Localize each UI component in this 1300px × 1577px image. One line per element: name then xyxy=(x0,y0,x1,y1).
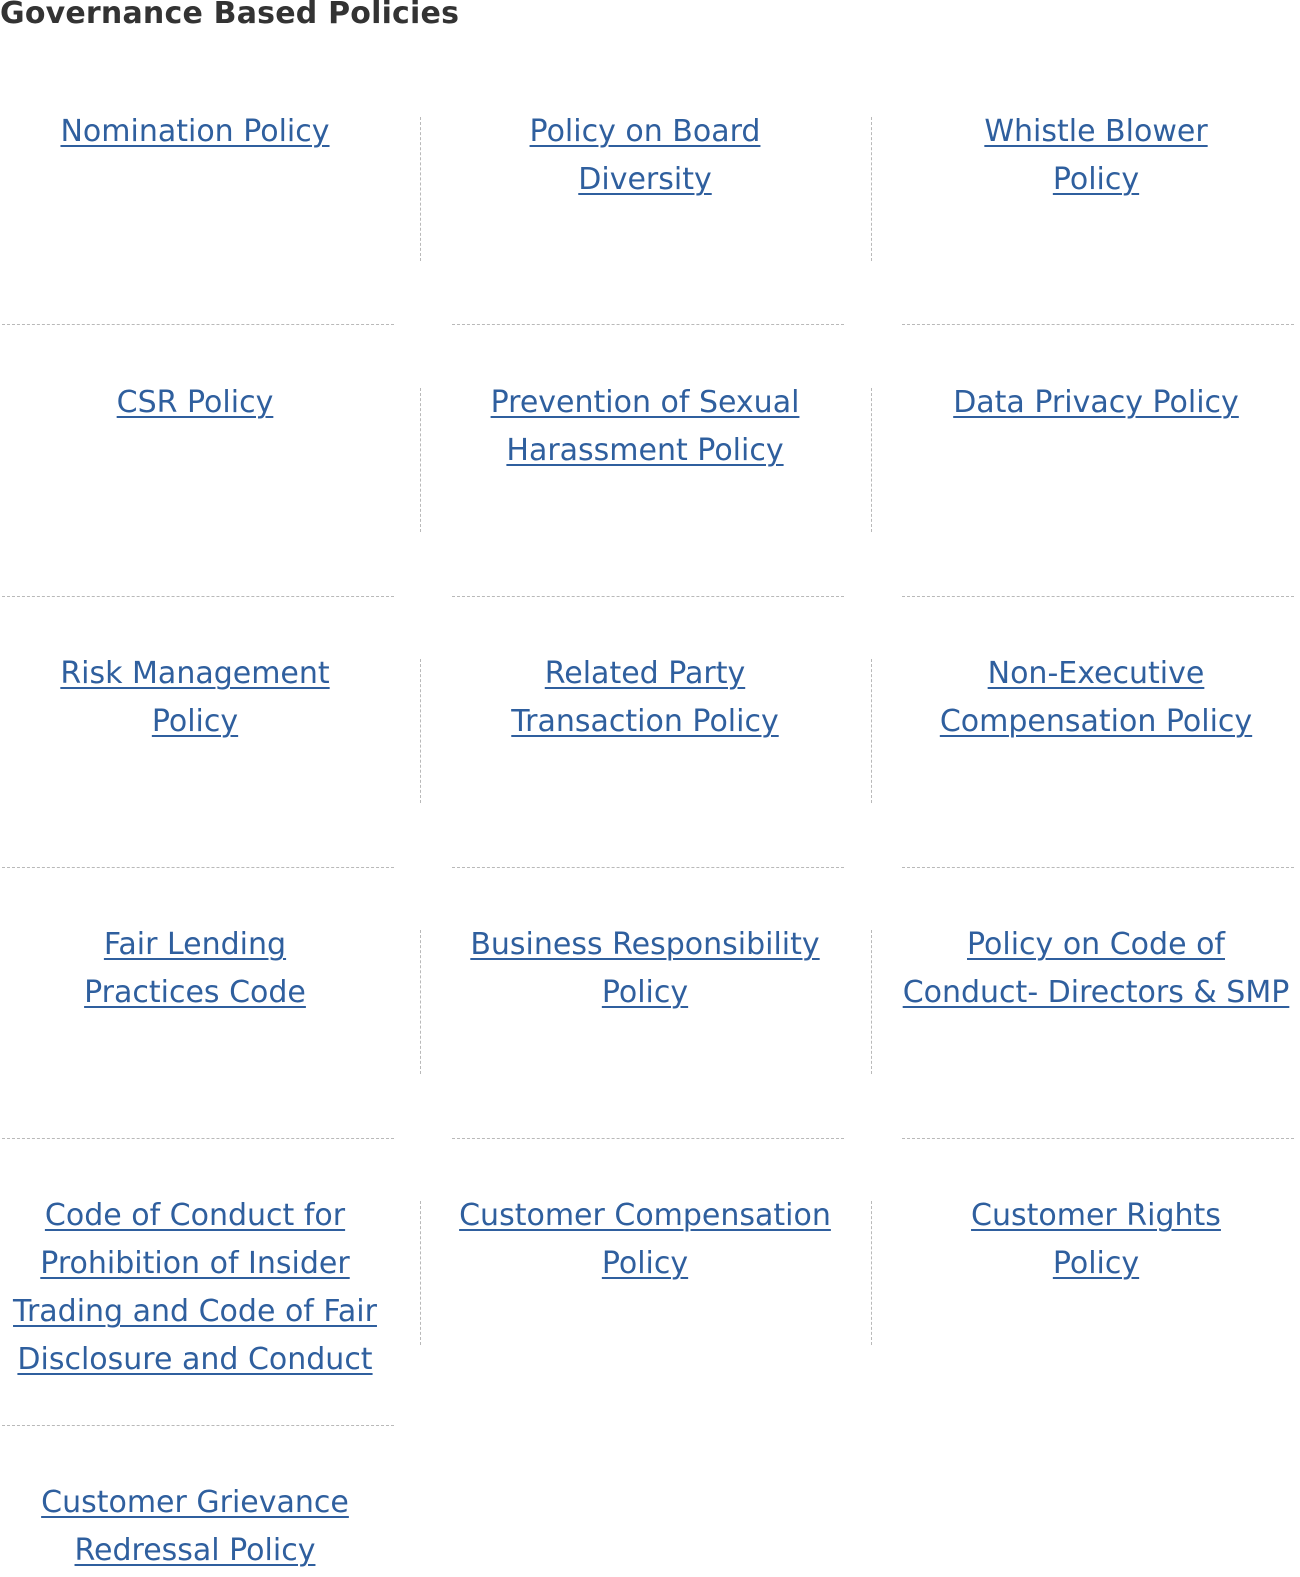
data-privacy-policy-link[interactable] xyxy=(953,379,1239,427)
policy-cell xyxy=(0,921,405,1017)
link-line: Policy xyxy=(151,704,239,739)
link-line: Risk Management xyxy=(60,656,330,691)
link-line: Data Privacy Policy xyxy=(953,385,1239,420)
policy-cell xyxy=(886,921,1300,1017)
policy-cell xyxy=(0,1479,405,1575)
row-divider xyxy=(2,867,394,868)
link-line: Nomination Policy xyxy=(60,114,330,149)
risk-management-policy-link[interactable] xyxy=(60,650,329,746)
board-diversity-policy-link[interactable] xyxy=(530,108,761,204)
link-line: Related Party xyxy=(544,656,746,691)
policy-cell xyxy=(435,379,855,475)
link-line: Policy xyxy=(601,1246,689,1281)
business-responsibility-policy-link[interactable] xyxy=(470,921,819,1017)
link-line: Non-Executive xyxy=(987,656,1205,691)
link-line: Policy xyxy=(1052,1246,1140,1281)
row-divider xyxy=(902,596,1294,597)
whistle-blower-policy-link[interactable] xyxy=(984,108,1207,204)
csr-policy-link[interactable] xyxy=(117,379,274,427)
row-divider xyxy=(452,324,844,325)
link-line: Policy on Board xyxy=(529,114,761,149)
row-divider xyxy=(2,596,394,597)
link-line: Diversity xyxy=(578,162,712,197)
policy-cell xyxy=(886,379,1300,427)
customer-compensation-policy-link[interactable] xyxy=(459,1192,831,1288)
link-line: Code of Conduct for xyxy=(44,1198,346,1233)
link-line: Fair Lending xyxy=(103,927,287,962)
link-line: Whistle Blower xyxy=(984,114,1208,149)
link-line: Policy on Code of xyxy=(967,927,1225,962)
section-title: Governance Based Policies xyxy=(0,0,460,31)
link-line: Policy xyxy=(601,975,689,1010)
link-line: Harassment Policy xyxy=(506,433,784,468)
fair-lending-practices-code-link[interactable] xyxy=(84,921,306,1017)
link-line: Customer Grievance xyxy=(41,1485,349,1520)
link-line: Redressal Policy xyxy=(74,1533,316,1568)
column-divider xyxy=(420,117,421,261)
row-divider xyxy=(452,867,844,868)
related-party-transaction-policy-link[interactable] xyxy=(511,650,778,746)
link-line: Policy xyxy=(1052,162,1140,197)
link-line: Transaction Policy xyxy=(511,704,779,739)
column-divider xyxy=(871,659,872,803)
link-line: Disclosure and Conduct xyxy=(17,1342,373,1377)
column-divider xyxy=(420,388,421,532)
row-divider xyxy=(902,324,1294,325)
policy-cell xyxy=(0,650,405,746)
row-divider xyxy=(902,867,1294,868)
column-divider xyxy=(871,117,872,261)
link-line: Conduct- Directors & SMP xyxy=(902,975,1290,1010)
column-divider xyxy=(871,1201,872,1345)
column-divider xyxy=(871,388,872,532)
policy-cell xyxy=(435,921,855,1017)
row-divider xyxy=(2,324,394,325)
link-line: Customer Compensation xyxy=(459,1198,831,1233)
policy-cell xyxy=(435,650,855,746)
customer-grievance-redressal-policy-link[interactable] xyxy=(41,1479,349,1575)
link-line: Practices Code xyxy=(84,975,306,1010)
row-divider xyxy=(452,596,844,597)
non-executive-compensation-policy-link[interactable] xyxy=(940,650,1252,746)
column-divider xyxy=(420,1201,421,1345)
prevention-of-sexual-harassment-policy-link[interactable] xyxy=(491,379,800,475)
customer-rights-policy-link[interactable] xyxy=(971,1192,1221,1288)
insider-trading-code-link[interactable] xyxy=(13,1192,377,1384)
column-divider xyxy=(871,930,872,1074)
policy-cell xyxy=(886,108,1300,204)
policy-cell xyxy=(886,1192,1300,1288)
link-line: Trading and Code of Fair xyxy=(13,1294,377,1329)
policy-cell xyxy=(0,379,405,427)
policy-cell xyxy=(0,1192,405,1384)
column-divider xyxy=(420,930,421,1074)
policy-cell xyxy=(435,108,855,204)
link-line: Customer Rights xyxy=(971,1198,1221,1233)
policy-cell xyxy=(886,650,1300,746)
link-line: Compensation Policy xyxy=(939,704,1253,739)
nomination-policy-link[interactable] xyxy=(60,108,329,156)
row-divider xyxy=(2,1425,394,1426)
row-divider xyxy=(452,1138,844,1139)
row-divider xyxy=(2,1138,394,1139)
link-line: Business Responsibility xyxy=(470,927,820,962)
row-divider xyxy=(902,1138,1294,1139)
link-line: CSR Policy xyxy=(116,385,274,420)
policy-cell xyxy=(435,1192,855,1288)
link-line: Prevention of Sexual xyxy=(490,385,800,420)
code-of-conduct-directors-smp-link[interactable] xyxy=(903,921,1290,1017)
link-line: Prohibition of Insider xyxy=(40,1246,350,1281)
column-divider xyxy=(420,659,421,803)
policy-cell xyxy=(0,108,405,156)
